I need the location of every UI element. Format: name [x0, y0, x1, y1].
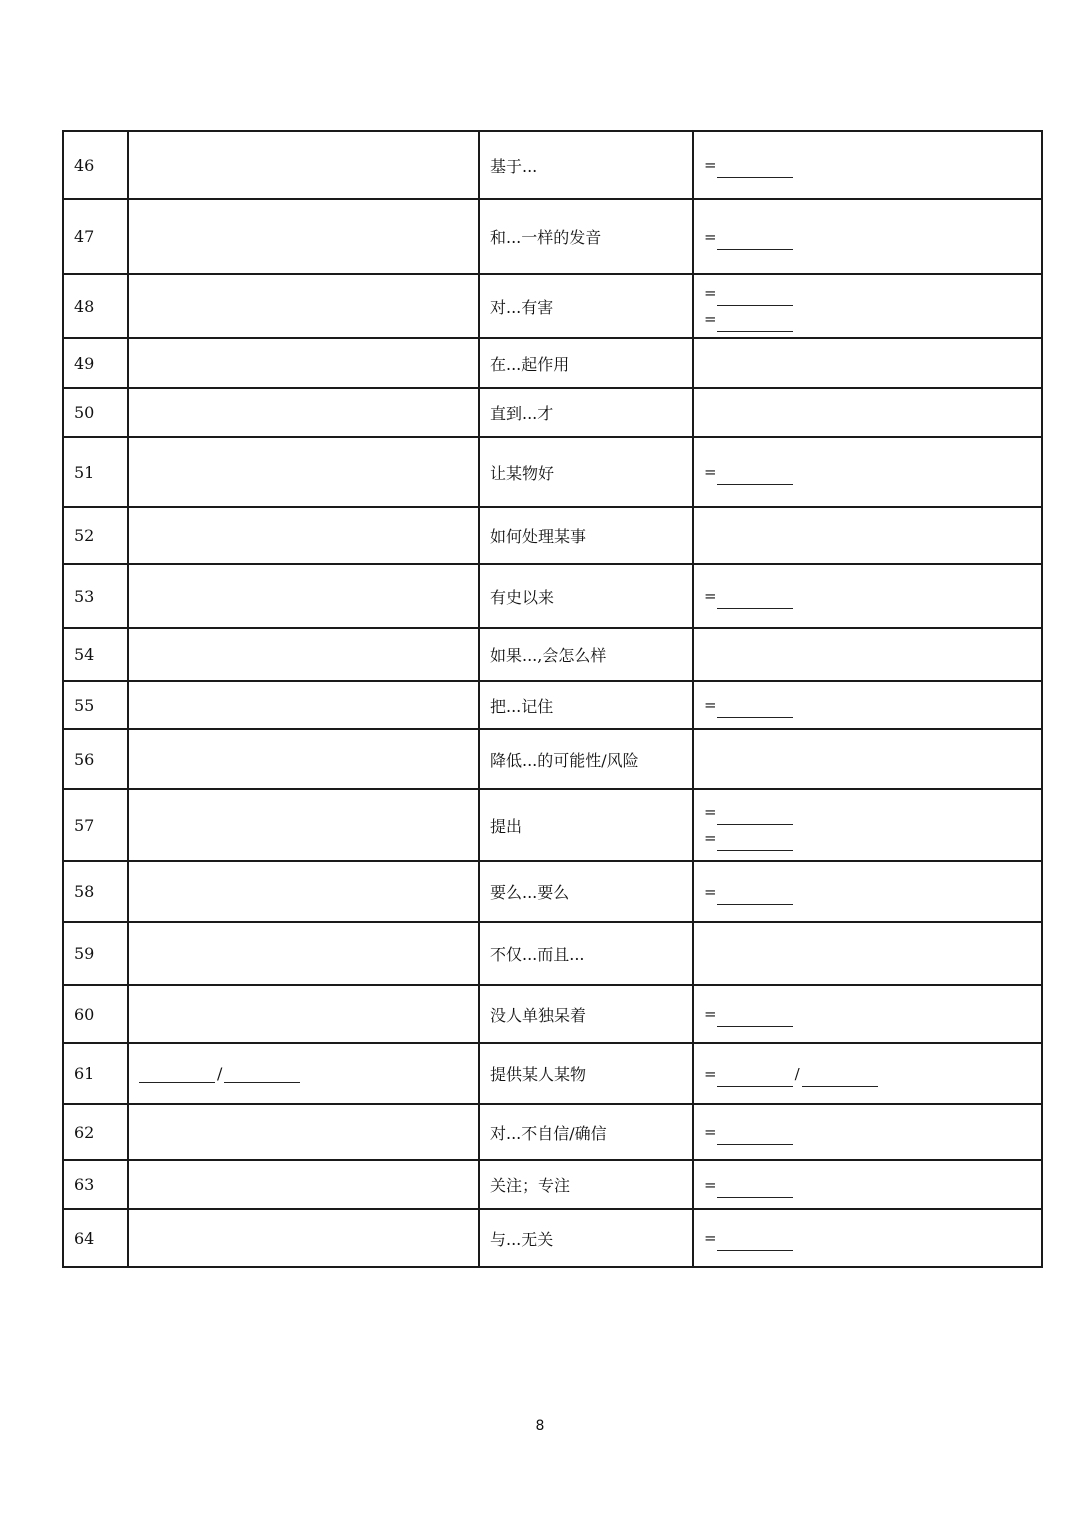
equivalent-cell[interactable]	[693, 437, 1042, 507]
chinese-prompt: 提出	[479, 789, 693, 861]
table-row	[63, 1160, 1042, 1209]
english-answer-cell[interactable]	[128, 199, 479, 274]
table-row	[63, 628, 1042, 681]
equals-sign: =	[704, 227, 717, 246]
item-number: 47	[63, 199, 128, 274]
answer-blank[interactable]	[717, 235, 793, 250]
equivalent-cell[interactable]	[693, 861, 1042, 922]
item-number: 62	[63, 1104, 128, 1160]
item-number: 53	[63, 564, 128, 628]
answer-blank[interactable]	[139, 1066, 215, 1083]
table-row	[63, 564, 1042, 628]
equivalent-cell[interactable]	[693, 1043, 1042, 1104]
chinese-prompt: 要么...要么	[479, 861, 693, 922]
equivalent-line	[704, 224, 1041, 250]
equals-sign: =	[704, 310, 717, 328]
chinese-prompt: 基于...	[479, 131, 693, 199]
equivalent-cell[interactable]	[693, 199, 1042, 274]
page-number: 8	[535, 1418, 545, 1434]
chinese-prompt: 关注；专注	[479, 1160, 693, 1209]
chinese-prompt: 提供某人某物	[479, 1043, 693, 1104]
item-number: 63	[63, 1160, 128, 1209]
answer-blank[interactable]	[717, 890, 793, 905]
item-number: 54	[63, 628, 128, 681]
table-row	[63, 338, 1042, 388]
item-number: 48	[63, 274, 128, 338]
english-answer-cell[interactable]	[128, 861, 479, 922]
chinese-prompt: 没人单独呆着	[479, 985, 693, 1043]
answer-blank[interactable]	[717, 470, 793, 485]
table-row	[63, 1043, 1042, 1104]
equivalent-line	[704, 1172, 1041, 1198]
answer-blank[interactable]	[717, 1183, 793, 1198]
equals-sign: =	[704, 1005, 717, 1023]
equivalent-line	[704, 879, 1041, 905]
equals-sign: =	[704, 284, 717, 302]
chinese-prompt: 如何处理某事	[479, 507, 693, 564]
table-row	[63, 199, 1042, 274]
chinese-prompt: 与...无关	[479, 1209, 693, 1267]
table-row	[63, 922, 1042, 985]
equivalent-cell[interactable]	[693, 681, 1042, 729]
item-number: 50	[63, 388, 128, 437]
equivalent-line	[704, 825, 1041, 851]
equivalent-cell[interactable]	[693, 388, 1042, 437]
chinese-prompt: 对...有害	[479, 274, 693, 338]
item-number: 46	[63, 131, 128, 199]
equivalent-line	[704, 799, 1041, 825]
table-row	[63, 274, 1042, 338]
equals-sign: =	[704, 156, 717, 174]
english-answer-cell[interactable]	[128, 1043, 479, 1104]
english-answer-cell[interactable]	[128, 338, 479, 388]
table-row	[63, 729, 1042, 789]
equivalent-line	[704, 1119, 1041, 1145]
chinese-prompt: 在...起作用	[479, 338, 693, 388]
table-row	[63, 985, 1042, 1043]
chinese-prompt: 让某物好	[479, 437, 693, 507]
item-number: 51	[63, 437, 128, 507]
chinese-prompt: 如果...,会怎么样	[479, 628, 693, 681]
english-answer-cell[interactable]	[128, 628, 479, 681]
equivalent-line	[704, 152, 1041, 178]
english-answer-cell[interactable]	[128, 564, 479, 628]
english-answer-cell[interactable]	[128, 1104, 479, 1160]
answer-blank[interactable]	[717, 317, 793, 332]
english-answer-cell[interactable]	[128, 388, 479, 437]
answer-blank[interactable]	[717, 291, 793, 306]
answer-blank[interactable]	[717, 836, 793, 851]
item-number: 52	[63, 507, 128, 564]
equivalent-cell[interactable]	[693, 789, 1042, 861]
item-number: 61	[63, 1043, 128, 1104]
equals-sign: =	[704, 1123, 717, 1141]
table-row	[63, 131, 1042, 199]
table-row	[63, 388, 1042, 437]
answer-blank[interactable]	[717, 163, 793, 178]
english-answer-cell[interactable]	[128, 437, 479, 507]
chinese-prompt: 降低...的可能性/风险	[479, 729, 693, 789]
table-row	[63, 789, 1042, 861]
english-answer-cell[interactable]	[128, 985, 479, 1043]
equals-sign: =	[704, 803, 717, 821]
equivalent-cell[interactable]	[693, 564, 1042, 628]
chinese-prompt: 直到...才	[479, 388, 693, 437]
answer-blank[interactable]	[717, 1130, 793, 1145]
equivalent-line	[704, 306, 1041, 332]
equivalent-cell[interactable]	[693, 729, 1042, 789]
equivalent-line	[704, 692, 1041, 718]
english-answer-cell[interactable]	[128, 681, 479, 729]
equals-sign: =	[704, 696, 717, 714]
table-row	[63, 861, 1042, 922]
item-number: 55	[63, 681, 128, 729]
equivalent-cell[interactable]	[693, 922, 1042, 985]
equals-sign: =	[704, 1229, 717, 1247]
equivalent-cell[interactable]	[693, 1104, 1042, 1160]
equivalent-line	[704, 1225, 1041, 1251]
equivalent-cell[interactable]	[693, 131, 1042, 199]
equivalent-cell[interactable]	[693, 1209, 1042, 1267]
equivalent-cell[interactable]	[693, 338, 1042, 388]
item-number: 56	[63, 729, 128, 789]
item-number: 57	[63, 789, 128, 861]
table-row	[63, 1209, 1042, 1267]
answer-blank[interactable]	[717, 1072, 793, 1087]
vocabulary-table	[62, 130, 1043, 1268]
equivalent-cell[interactable]	[693, 507, 1042, 564]
item-number: 49	[63, 338, 128, 388]
english-answer-cell[interactable]	[128, 274, 479, 338]
equivalent-line	[704, 280, 1041, 306]
chinese-prompt: 把...记住	[479, 681, 693, 729]
equals-sign: =	[704, 587, 717, 605]
english-answer-cell[interactable]	[128, 1160, 479, 1209]
item-number: 60	[63, 985, 128, 1043]
equivalent-cell[interactable]	[693, 628, 1042, 681]
equivalent-line	[704, 459, 1041, 485]
table-row	[63, 437, 1042, 507]
equals-sign: =	[704, 882, 717, 901]
english-answer-cell[interactable]	[128, 507, 479, 564]
english-answer-cell[interactable]	[128, 729, 479, 789]
equivalent-line	[704, 583, 1041, 609]
english-answer-cell[interactable]	[128, 789, 479, 861]
chinese-prompt: 不仅...而且...	[479, 922, 693, 985]
answer-blank[interactable]	[717, 1012, 793, 1027]
item-number: 58	[63, 861, 128, 922]
equals-sign: =	[704, 1064, 717, 1083]
table-row	[63, 1104, 1042, 1160]
equivalent-line	[704, 1001, 1041, 1027]
english-answer-cell[interactable]	[128, 131, 479, 199]
chinese-prompt: 对...不自信/确信	[479, 1104, 693, 1160]
answer-blank[interactable]	[224, 1066, 300, 1083]
slash-separator: /	[217, 1064, 223, 1083]
answer-blank[interactable]	[717, 810, 793, 825]
answer-blank[interactable]	[802, 1072, 878, 1087]
equivalent-line	[704, 1061, 1041, 1087]
table-row	[63, 507, 1042, 564]
slash-separator: /	[794, 1064, 800, 1083]
equivalent-cell[interactable]	[693, 274, 1042, 338]
equivalent-cell[interactable]	[693, 1160, 1042, 1209]
answer-blank[interactable]	[717, 594, 793, 609]
equals-sign: =	[704, 829, 717, 847]
item-number: 64	[63, 1209, 128, 1267]
chinese-prompt: 有史以来	[479, 564, 693, 628]
item-number: 59	[63, 922, 128, 985]
equivalent-cell[interactable]	[693, 985, 1042, 1043]
equals-sign: =	[704, 1175, 717, 1194]
english-answer-cell[interactable]	[128, 922, 479, 985]
table-row	[63, 681, 1042, 729]
answer-blank[interactable]	[717, 1236, 793, 1251]
chinese-prompt: 和...一样的发音	[479, 199, 693, 274]
answer-blank[interactable]	[717, 703, 793, 718]
equals-sign: =	[704, 463, 717, 481]
english-answer-cell[interactable]	[128, 1209, 479, 1267]
